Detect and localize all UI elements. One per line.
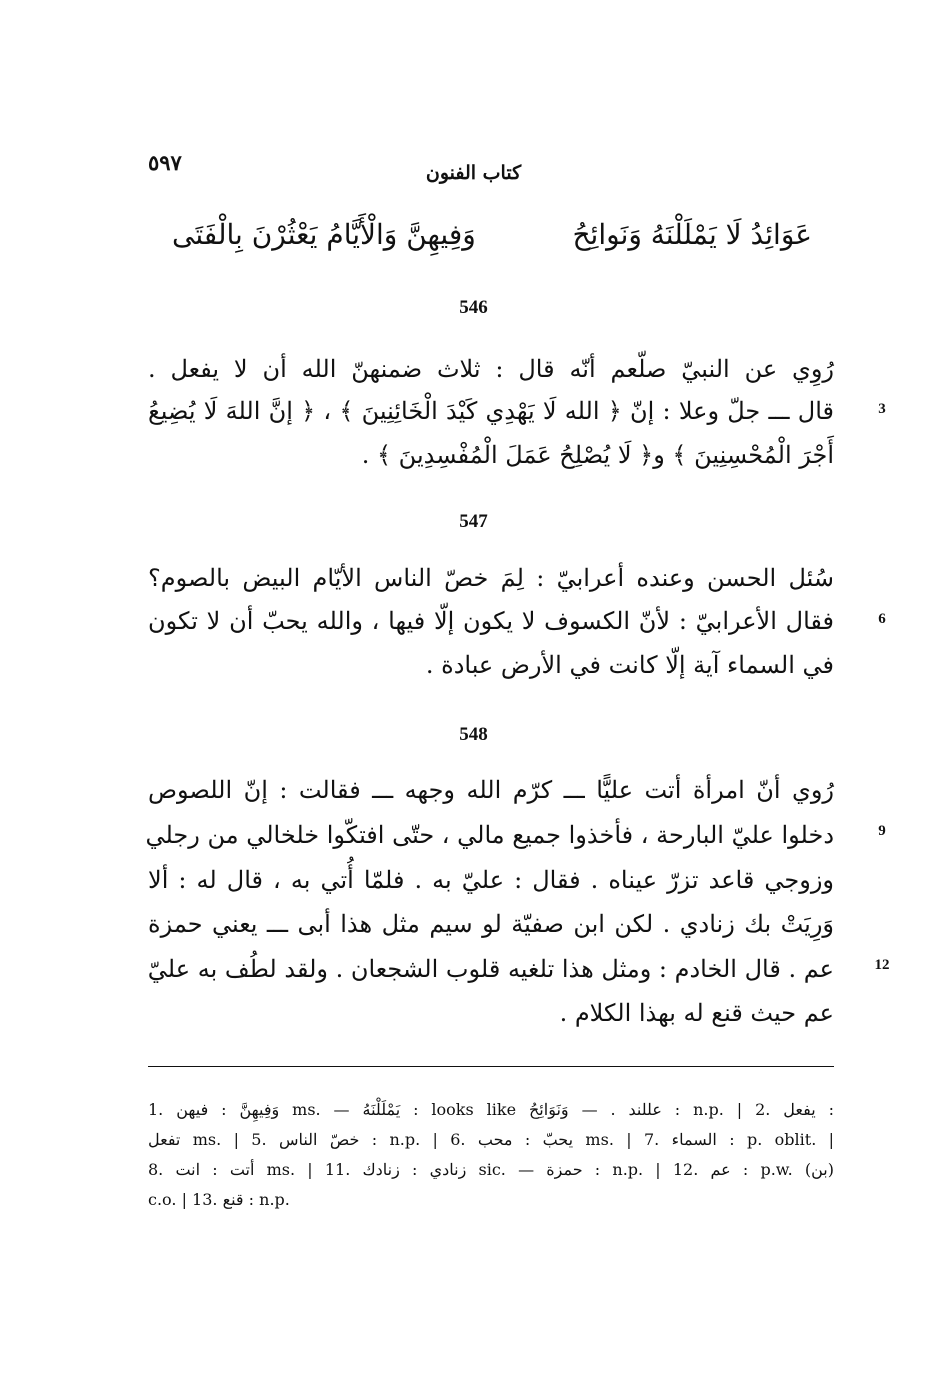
verse	[172, 218, 812, 251]
text-line: عم . قال الخادم : ومثل هذا تلغيه قلوب الشجعان . ولقد لطُف به عليّ	[147, 955, 834, 983]
line-number: 6	[878, 611, 886, 627]
verse-second-hemistich: وَفِيهِنَّ وَالْأَيَّامُ يَعْثُرْنَ بِالْفَتَى	[172, 218, 476, 251]
line-number: 12	[874, 957, 890, 973]
page-number: ٥٩٧	[148, 150, 182, 175]
text-line: أَجْرَ الْمُحْسِنِينَ ﴾ و﴿ لَا يُصْلِحُ عَمَلَ الْمُفْسِدِينَ ﴾ .	[361, 441, 834, 469]
text-line: قال ـــ جلّ وعلا : إنّ ﴿ الله لَا يَهْدِي كَيْدَ الْخَائِنِينَ ﴾ ، ﴿ إنَّ اللهَ لَا يُضِيعُ	[148, 397, 834, 425]
text-line: رُوِي عن النبيّ صلّعم أنّه قال : ثلاث ضمنهنّ الله أن لا يفعل .	[148, 355, 834, 383]
footnote-line: 1. وَفِيهِنَّ : فيهن ms. — يَمْلَلْنَهُ : looks like عللند . — وَنَوَائِحُ : n.p. | 2. يفعل :	[148, 1100, 834, 1119]
section-number: 548	[459, 724, 488, 745]
text-line: وَرِيَتْ بك زنادي . لكن ابن صفيّة لو سيم مثل هذا أبى ـــ يعني حمزة	[148, 910, 834, 938]
text-line: في السماء آية إلّا كانت في الأرض عبادة .	[425, 651, 834, 679]
text-line: رُوي أنّ امرأة أتت عليًّا ـــ كرّم الله وجهه ـــ فقالت : إنّ اللصوص	[148, 776, 835, 804]
verse-first-hemistich: عَوَائِدُ لَا يَمْلَلْنَهُ وَنَوائِحُ	[572, 218, 812, 251]
running-title: كتاب الفنون	[425, 162, 522, 184]
footnote-line: تفعل ms. | 5. خصّ الناس : n.p. | 6. يحبّ : محب ms. | 7. السماء : p. oblit. |	[148, 1130, 834, 1149]
line-number: 9	[878, 823, 886, 839]
section-number: 546	[459, 297, 488, 318]
footnote-line: 8. أتت : انت ms. | 11. زنادي : زنادك sic. — حمزة : n.p. | 12. عم : p.w. (بن)	[148, 1160, 834, 1179]
text-line: وزوجي قاعد تزرّ عيناه . فقال : عليّ به . فلمّا أُتي به ، قال له : ألا	[148, 866, 834, 894]
footnote-rule	[148, 1066, 834, 1067]
text-line: دخلوا عليّ البارحة ، فأخذوا جميع مالي ، حتّى افتكّوا خلخالي من رجلي	[145, 821, 834, 849]
section-number: 547	[459, 511, 488, 532]
footnote-line: c.o. | 13. قنع : n.p.	[148, 1190, 290, 1209]
text-line: عم حيث قنع له بهذا الكلام .	[559, 999, 834, 1027]
text-line: فقال الأعرابيّ : لأنّ الكسوف لا يكون إلّا فيها ، والله يحبّ أن لا تكون	[148, 607, 834, 635]
line-number: 3	[878, 401, 886, 417]
text-line: سُئل الحسن وعنده أعرابيّ : لِمَ خصّ الناس الأيّام البيض بالصوم؟	[148, 564, 834, 592]
